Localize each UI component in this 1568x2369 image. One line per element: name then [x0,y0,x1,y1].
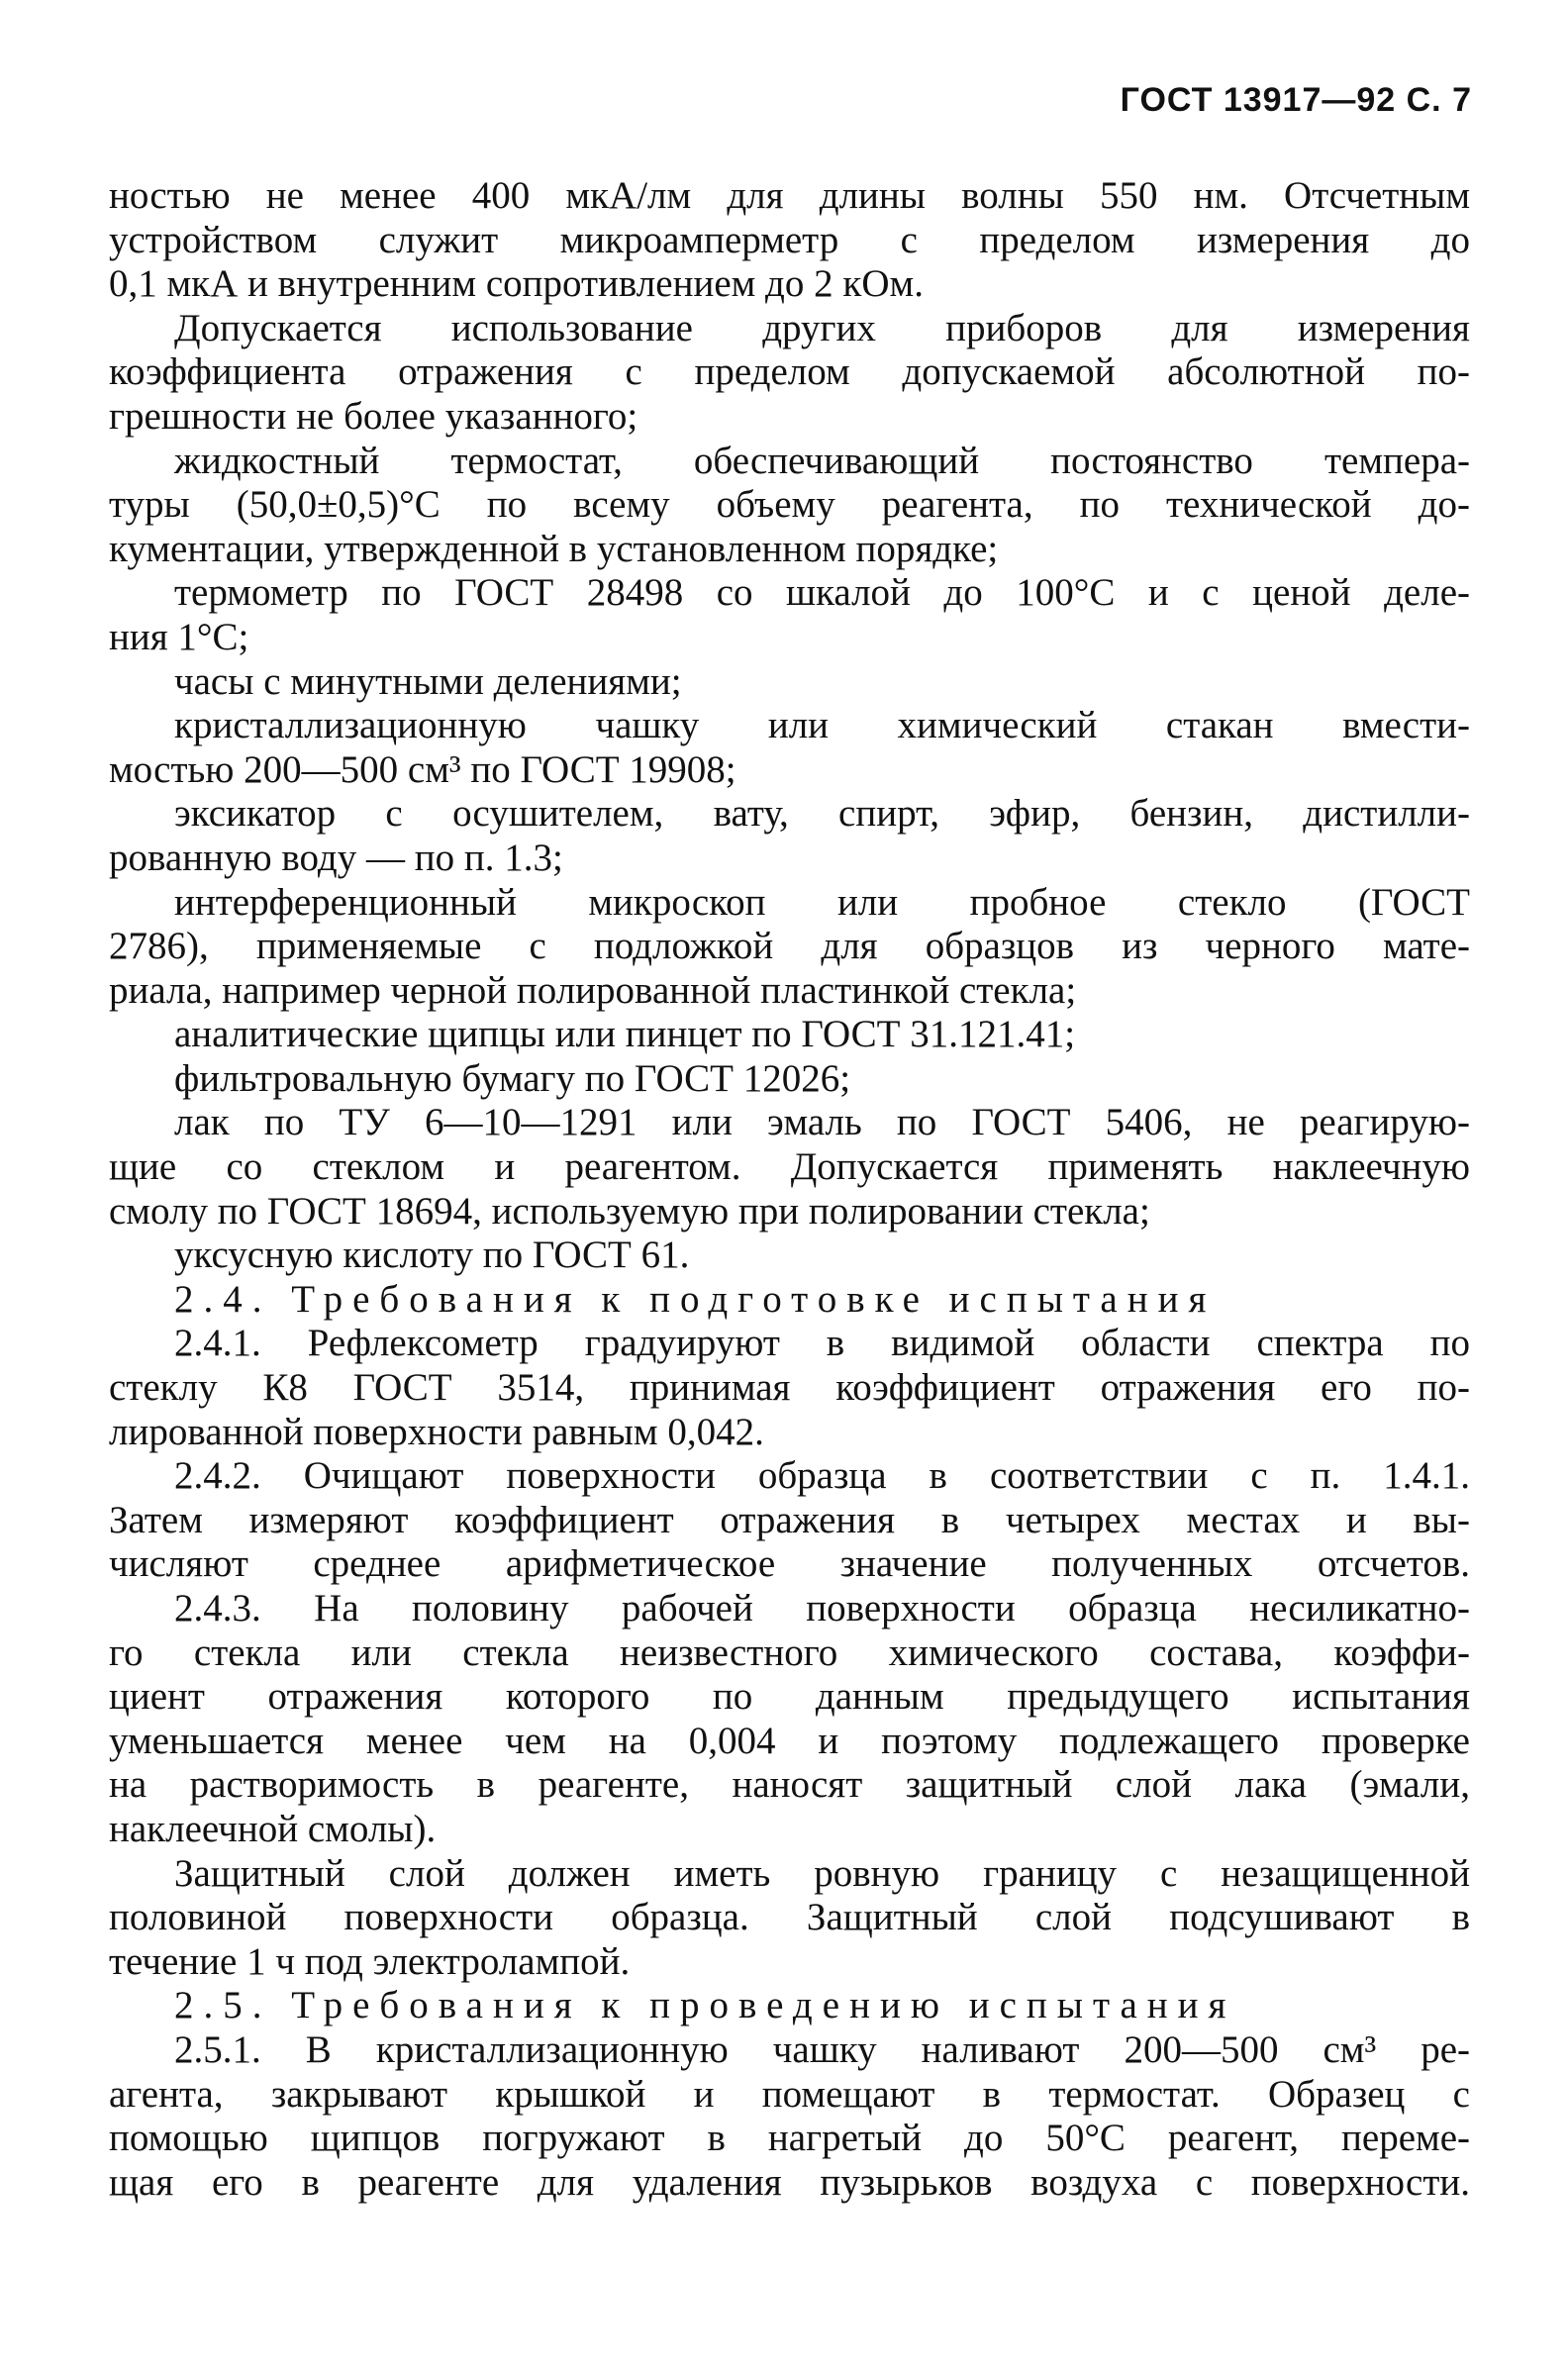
text-line: Защитный слой должен иметь ровную границу с незащищенной [174,1851,1470,1895]
text-line: устройством служит микроамперметр с пределом измерения до [109,218,1470,261]
text-line: го стекла или стекла неизвестного химического состава, коэффи- [109,1630,1470,1674]
text-line: эксикатор с осушителем, вату, спирт, эфир, бензин, дистилли- [174,792,1470,836]
text-line: риала, например черной полированной пластинкой стекла; [109,968,1077,1012]
text-line: Допускается использование других приборов для измерения [174,306,1470,349]
text-line: щая его в реагенте для удаления пузырьков воздуха с поверхности. [109,2160,1470,2204]
text-line: числяют среднее арифметическое значение полученных отсчетов. [109,1542,1470,1586]
text-line: ностью не менее 400 мкА/лм для длины волны 550 нм. Отсчетным [109,174,1470,217]
text-line: стеклу К8 ГОСТ 3514, принимая коэффициент отражения его по- [109,1366,1470,1410]
running-head: ГОСТ 13917—92 С. 7 [1120,81,1472,119]
text-line: агента, закрывают крышкой и помещают в термостат. Образец с [109,2072,1470,2116]
text-line: термометр по ГОСТ 28498 со шкалой до 100°С и с ценой деле- [174,571,1470,615]
text-line: жидкостный термостат, обеспечивающий постоянство темпера- [174,439,1470,482]
text-line: кристаллизационную чашку или химический стакан вмести- [174,704,1470,747]
section-heading: 2.5. Требования к проведению испытания [174,1984,1236,2027]
text-line: мостью 200—500 см³ по ГОСТ 19908; [109,747,736,791]
text-line: 0,1 мкА и внутренним сопротивлением до 2 кОм. [109,262,924,306]
text-line: кументации, утвержденной в установленном порядке; [109,527,999,570]
text-line: ния 1°С; [109,615,249,658]
text-line: 2.5.1. В кристаллизационную чашку наливают 200—500 см³ ре- [174,2027,1470,2071]
text-line: коэффициента отражения с пределом допускаемой абсолютной по- [109,350,1470,394]
text-line: уксусную кислоту по ГОСТ 61. [174,1234,690,1277]
text-line: половиной поверхности образца. Защитный слой подсушивают в [109,1896,1470,1939]
text-line: грешности не более указанного; [109,394,638,438]
text-line: помощью щипцов погружают в нагретый до 50°С реагент, переме- [109,2117,1470,2160]
text-line: 2.4.2. Очищают поверхности образца в соответствии с п. 1.4.1. [174,1454,1470,1498]
section-heading: 2.4. Требования к подготовке испытания [174,1277,1217,1321]
text-line: аналитические щипцы или пинцет по ГОСТ 31.121.41; [174,1013,1076,1056]
text-line: Затем измеряют коэффициент отражения в четырех местах и вы- [109,1498,1470,1541]
text-line: циент отражения которого по данным предыдущего испытания [109,1675,1470,1719]
text-line: лак по ТУ 6—10—1291 или эмаль по ГОСТ 5406, не реагирую- [174,1101,1470,1144]
text-line: 2.4.3. На половину рабочей поверхности образца несиликатно- [174,1587,1470,1629]
text-line: 2786), применяемые с подложкой для образцов из черного мате- [109,925,1470,968]
text-line: уменьшается менее чем на 0,004 и поэтому подлежащего проверке [109,1719,1470,1762]
text-line: интерференционный микроскоп или пробное стекло (ГОСТ [174,880,1470,924]
text-line: рованную воду — по п. 1.3; [109,836,563,879]
text-line: часы с минутными делениями; [174,659,682,703]
text-line: течение 1 ч под электролампой. [109,1939,631,1983]
text-line: смолу по ГОСТ 18694, используемую при полировании стекла; [109,1189,1150,1233]
text-line: туры (50,0±0,5)°С по всему объему реагента, по технической до- [109,483,1470,527]
text-line: щие со стеклом и реагентом. Допускается применять наклеечную [109,1145,1470,1189]
text-line: на растворимость в реагенте, наносят защитный слой лака (эмали, [109,1763,1470,1807]
text-line: наклеечной смолы). [109,1807,437,1850]
body-text [109,174,1470,2205]
text-line: 2.4.1. Рефлексометр градуируют в видимой области спектра по [174,1322,1470,1365]
text-line: лированной поверхности равным 0,042. [109,1410,764,1453]
text-line: фильтровальную бумагу по ГОСТ 12026; [174,1056,851,1100]
